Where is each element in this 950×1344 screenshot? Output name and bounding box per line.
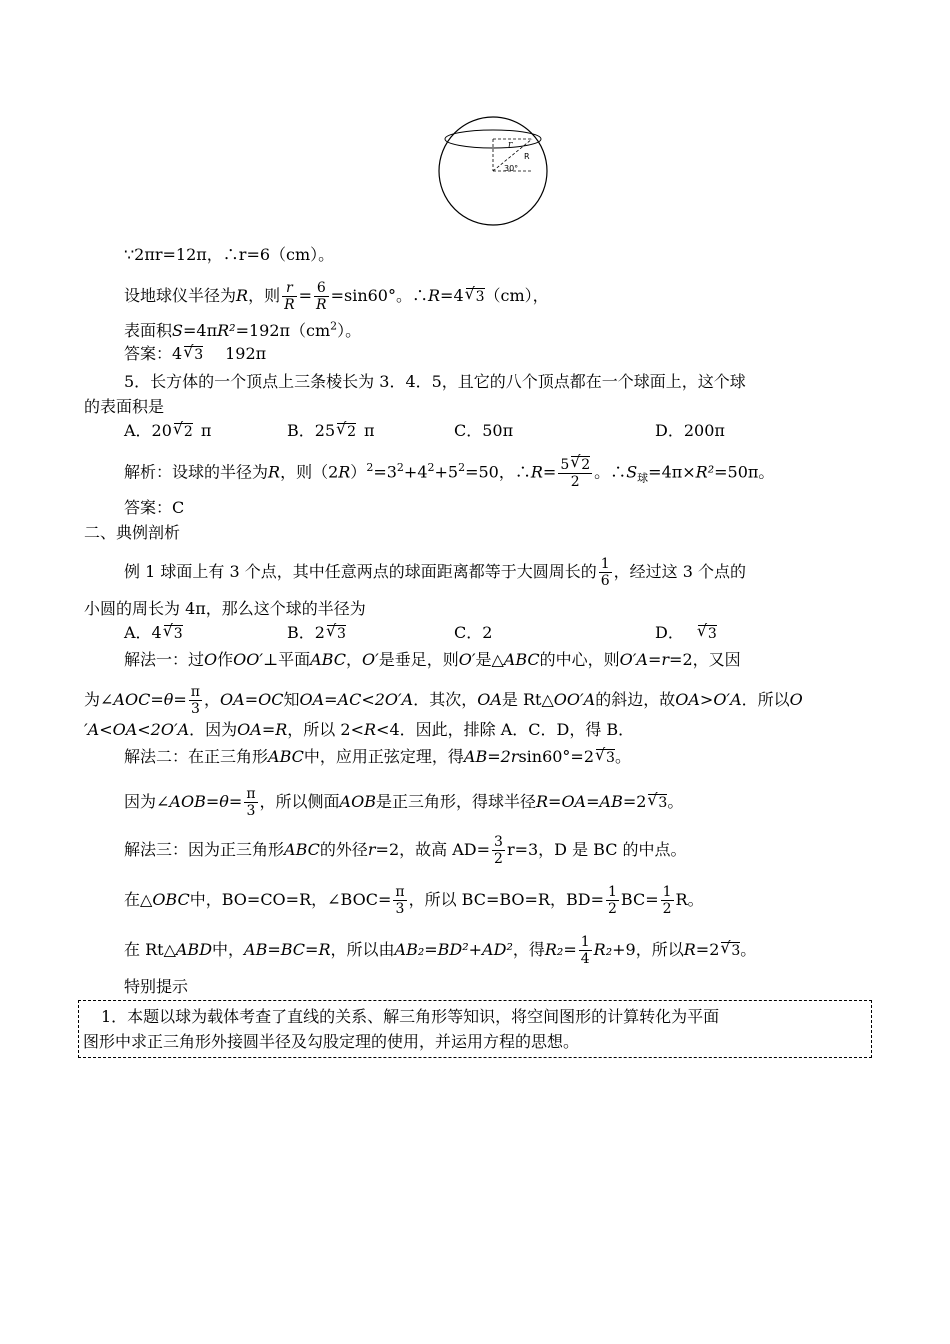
fraction: $\frac{\pi}{3}$: [190, 684, 200, 717]
fraction: $\frac{1}{2}$: [662, 884, 672, 917]
fraction: [282, 280, 297, 313]
text: ）。: [337, 321, 362, 340]
fraction: $\frac{\pi}{3}$: [246, 786, 256, 819]
var: S: [172, 321, 183, 340]
line-radius: [124, 280, 549, 313]
method3-line3: 在 Rt△ABD中，AB=BC=R，所以由AB₂=BD²+AD²，得R₂= $\frac{1}{4}$ R₂+9，所以R=2√ 3。: [124, 934, 756, 967]
sqrt: √ 3: [466, 288, 485, 305]
R-label: R: [524, 152, 530, 161]
text: 表面积: [124, 321, 173, 340]
line-answer4: [124, 343, 266, 365]
var: R: [236, 286, 249, 305]
text: =192π（cm: [235, 321, 331, 340]
method1-line3: ′A<OA<2O′A．因为OA=R，所以 2<R<4．因此，排除 A．C．D，得 B．: [84, 720, 635, 739]
q5-answer: 答案：C: [124, 498, 185, 517]
fraction: $\frac{3}{2}$: [494, 834, 503, 867]
text: =sin60°。∴: [330, 286, 428, 305]
angle-label: 30°: [504, 164, 519, 173]
section-heading: 二、典例剖析: [84, 523, 181, 542]
text: =4: [440, 286, 464, 305]
fraction: $\frac{1}{4}$: [580, 934, 590, 967]
superscript: 2: [330, 319, 338, 333]
text: （cm），: [484, 286, 549, 305]
fraction: $\frac{5√ 2}{2}$: [558, 456, 592, 490]
var: R²: [217, 321, 236, 340]
method2-line1: 解法二：在正三角形ABC中，应用正弦定理，得AB=2rsin60°=2√ 3。: [124, 746, 631, 768]
numerator: r: [282, 280, 297, 297]
method1-line1: 解法一：过O作OO′⊥平面ABC，O′是垂足，则O′是△ABC的中心，则O′A=r=2，又因: [124, 650, 741, 669]
numerator: 6: [314, 280, 329, 297]
fraction: [314, 280, 329, 313]
q5-line1: 5．长方体的一个顶点上三条棱长为 3．4．5，且它的八个顶点都在一个球面上，这个球: [124, 372, 746, 391]
text: 答案：4: [124, 344, 183, 363]
text: =: [298, 286, 313, 305]
text: 设地球仪半径为: [124, 286, 237, 305]
tip-line1: 1．本题以球为载体考查了直线的关系、解三角形等知识，将空间图形的计算转化为平面: [101, 1007, 720, 1026]
fraction: $\frac{1}{2}$: [607, 884, 617, 917]
text: ，则: [248, 286, 281, 305]
fraction: $\frac{\pi}{3}$: [395, 884, 405, 917]
q5-line2: 的表面积是: [84, 397, 165, 416]
example1-line1: 例 1 球面上有 3 个点，其中任意两点的球面距离都等于大圆周长的 $\frac{1}{6}$ ，经过这 3 个点的: [124, 556, 746, 589]
ex1-option-a: A．4√ 3: [124, 622, 183, 644]
q5-solution: 解析：设球的半径为R，则$(2R)^2=3^2+4^2+5^2=50$，∴R= $\frac{5√ 2}{2}$ 。$\therefore S_球=4\pi\times R^2=50\pi$。: [124, 456, 774, 490]
fraction: $\frac{1}{6}$: [600, 556, 610, 589]
q5-option-a: A．20√ 2 π: [124, 420, 211, 442]
method2-line2: 因为∠AOB=θ= $\frac{\pi}{3}$ ，所以侧面AOB是正三角形，得球半径R=OA=AB=2√ 3。: [124, 786, 683, 819]
q5-option-d: D．200π: [655, 421, 725, 440]
tip-box: [78, 1000, 872, 1058]
line-circumference: ∵2πr=12π，∴r=6（cm）。: [124, 245, 335, 264]
tip-heading: 特别提示: [124, 977, 189, 996]
denominator: R: [316, 297, 327, 313]
r-label: r: [508, 140, 513, 150]
text: =4π: [182, 321, 218, 340]
method3-line2: 在△OBC中，BO=CO=R，∠BOC= $\frac{\pi}{3}$ ，所以 BC=BO=R，BD= $\frac{1}{2}$ BC= $\frac{1}{2}$ R。: [124, 884, 704, 917]
q5-option-b: B．25√ 2 π: [287, 420, 375, 442]
ex1-option-d: D．√ 3: [655, 622, 717, 644]
line-surface-area: [124, 320, 361, 342]
q5-option-c: C．50π: [454, 421, 514, 440]
method3-line1: 解法三：因为正三角形ABC的外径r=2，故高 AD= $\frac{3}{2}$ r=3，D 是 BC 的中点。: [124, 834, 687, 867]
tip-line2: 图形中求正三角形外接圆半径及勾股定理的使用，并运用方程的思想。: [83, 1032, 580, 1051]
denominator: R: [284, 297, 295, 313]
var: R: [427, 286, 441, 305]
sphere-figure: [436, 115, 550, 227]
example1-line2: 小圆的周长为 4π，那么这个球的半径为: [84, 599, 366, 618]
method1-line2: 为∠AOC=θ= $\frac{\pi}{3}$ ，OA=OC知OA=AC<2O′A．其次，OA是 Rt△OO′A的斜边，故OA>O′A．所以O: [84, 684, 803, 717]
ex1-option-c: C．2: [454, 623, 493, 642]
ex1-option-b: B．2√ 3: [287, 622, 346, 644]
sqrt: √ 3: [184, 346, 203, 363]
text: 192π: [225, 344, 267, 363]
